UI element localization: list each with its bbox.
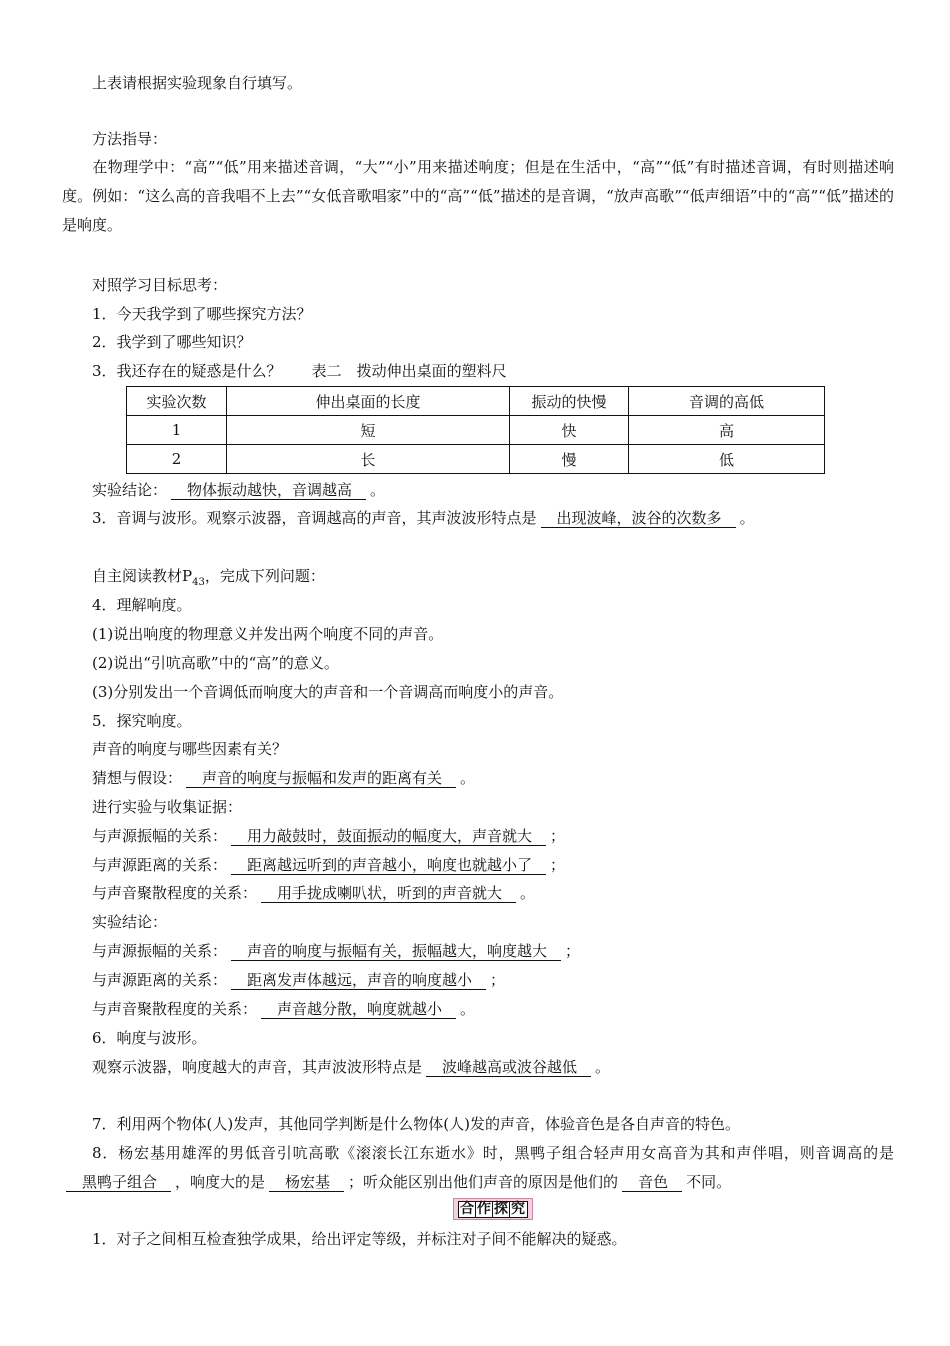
q5-c1-line — [92, 940, 580, 962]
period: 。 — [370, 481, 386, 499]
table-header: 音调的高低 — [629, 387, 825, 416]
reflect-q2: 2．我学到了哪些知识？ — [92, 333, 252, 351]
reading-page: 43 — [192, 577, 205, 588]
table-cell: 慢 — [510, 445, 629, 474]
q4-item1: (1)说出响度的物理意义并发出两个响度不同的声音。 — [92, 625, 444, 643]
reading-line — [92, 565, 325, 594]
conclusion1-answer: 物体振动越快，音调越高 — [171, 481, 366, 500]
q8-text-b: ，响度大的是 — [175, 1173, 266, 1191]
reflect-q1: 1．今天我学到了哪些探究方法？ — [92, 305, 312, 323]
q5-concl: 实验结论： — [92, 913, 168, 931]
q5-e1-line — [92, 825, 565, 847]
badge-char: 究 — [511, 1201, 526, 1217]
table-caption: 表二 拨动伸出桌面的塑料尺 — [311, 362, 507, 380]
reading-text: 自主阅读教材P — [92, 567, 193, 585]
q5-collect: 进行实验与收集证据： — [92, 798, 243, 816]
coop-item: 1．对子之间相互检查独学成果，给出评定等级，并标注对子间不能解决的疑惑。 — [92, 1230, 627, 1248]
table-cell: 低 — [629, 445, 825, 474]
semicolon: ； — [550, 856, 566, 874]
table-cell: 2 — [127, 445, 227, 474]
badge-char: 探 — [494, 1201, 509, 1217]
c1-label: 与声源振幅的关系： — [92, 942, 228, 960]
period: 。 — [520, 884, 536, 902]
q7 — [62, 1110, 894, 1139]
q6-answer: 波峰越高或波谷越低 — [426, 1058, 591, 1077]
q6-title: 6．响度与波形。 — [92, 1029, 207, 1047]
reading-after: ，完成下列问题： — [204, 567, 325, 585]
conclusion1-label: 实验结论： — [92, 481, 168, 499]
c3-label: 与声音聚散程度的关系： — [92, 1000, 258, 1018]
q7-text: 7．利用两个物体(人)发声，其他同学判断是什么物体(人)发的声音，体验音色是各自声音的特色。 — [92, 1115, 740, 1133]
semicolon: ； — [565, 942, 581, 960]
table-row — [127, 416, 825, 445]
e2-answer: 距离越远听到的声音越小，响度也就越小了 — [231, 856, 546, 875]
conclusion1-line — [92, 479, 385, 501]
c3-answer: 声音越分散，响度就越小 — [261, 1000, 456, 1019]
experiment-table — [126, 386, 825, 474]
c2-answer: 距离发声体越远，声音的响度越小 — [231, 971, 486, 990]
e3-label: 与声音聚散程度的关系： — [92, 884, 258, 902]
q8-answer1: 黑鸭子组合 — [66, 1173, 171, 1192]
reflect-q3: 3．我还存在的疑惑是什么？ — [92, 362, 282, 380]
semicolon: ； — [490, 971, 506, 989]
e2-label: 与声源距离的关系： — [92, 856, 228, 874]
q5-e2-line — [92, 854, 565, 876]
table-header: 伸出桌面的长度 — [227, 387, 510, 416]
q8-answer2: 杨宏基 — [269, 1173, 344, 1192]
table-header-row — [127, 387, 825, 416]
q5-e3-line — [92, 882, 535, 904]
hyp-label: 猜想与假设： — [92, 769, 183, 787]
q8 — [62, 1139, 894, 1197]
reflect-title: 对照学习目标思考： — [92, 276, 228, 294]
table-header: 实验次数 — [127, 387, 227, 416]
q6-text: 观察示波器，响度越大的声音，其声波波形特点是 — [92, 1058, 423, 1076]
e3-answer: 用手拢成喇叭状，听到的声音就大 — [261, 884, 516, 903]
table-cell: 高 — [629, 416, 825, 445]
period: 。 — [460, 769, 476, 787]
q6-line — [92, 1056, 610, 1078]
q4-item2: (2)说出“引吭高歌”中的“高”的意义。 — [92, 654, 339, 672]
table-cell: 1 — [127, 416, 227, 445]
table-cell: 快 — [510, 416, 629, 445]
method-body — [62, 153, 894, 240]
period: 。 — [595, 1058, 611, 1076]
badge-char: 作 — [477, 1201, 492, 1217]
reflect-q3-line — [92, 360, 507, 382]
waveform1-answer: 出现波峰，波谷的次数多 — [541, 509, 736, 528]
waveform1-line — [92, 507, 755, 529]
c2-label: 与声源距离的关系： — [92, 971, 228, 989]
method-title: 方法指导： — [92, 130, 168, 148]
q5-question: 声音的响度与哪些因素有关？ — [92, 740, 288, 758]
table-header: 振动的快慢 — [510, 387, 629, 416]
e1-answer: 用力敲鼓时，鼓面振动的幅度大，声音就大 — [231, 827, 546, 846]
cooperation-badge — [453, 1198, 533, 1220]
q8-text-a: 8．杨宏基用雄浑的男低音引吭高歌《滚滚长江东逝水》时，黑鸭子组合轻声用女高音为其和声伴唱，则音调高的是 — [92, 1144, 894, 1162]
hyp-answer: 声音的响度与振幅和发声的距离有关 — [186, 769, 456, 788]
c1-answer: 声音的响度与振幅有关，振幅越大，响度越大 — [231, 942, 561, 961]
q5-c3-line — [92, 998, 475, 1020]
method-text: 在物理学中：“高”“低”用来描述音调，“大”“小”用来描述响度；但是在生活中，“高”“低”有时描述音调，有时则描述响度。例如：“这么高的音我唱不上去”“女低音歌唱家”中的“高”“低”描述的是音调，“放声高歌”“低声细语”中的“高”“低”描述的是响度。 — [62, 158, 894, 234]
top-note: 上表请根据实验现象自行填写。 — [92, 74, 303, 92]
table-cell: 长 — [227, 445, 510, 474]
table-cell: 短 — [227, 416, 510, 445]
q5-hyp-line — [92, 767, 475, 789]
q4-title: 4．理解响度。 — [92, 596, 192, 614]
semicolon: ； — [550, 827, 566, 845]
q8-answer3: 音色 — [622, 1173, 682, 1192]
q5-c2-line — [92, 969, 505, 991]
waveform1-text: 3．音调与波形。观察示波器，音调越高的声音，其声波波形特点是 — [92, 509, 537, 527]
q4-item3: (3)分别发出一个音调低而响度大的声音和一个音调高而响度小的声音。 — [92, 683, 564, 701]
badge-char: 合 — [460, 1201, 475, 1217]
q5-title: 5．探究响度。 — [92, 712, 192, 730]
period: 。 — [460, 1000, 476, 1018]
e1-label: 与声源振幅的关系： — [92, 827, 228, 845]
q8-text-d: 不同。 — [686, 1173, 732, 1191]
q8-text-c: ；听众能区别出他们声音的原因是他们的 — [348, 1173, 619, 1191]
table-row — [127, 445, 825, 474]
period: 。 — [739, 509, 755, 527]
